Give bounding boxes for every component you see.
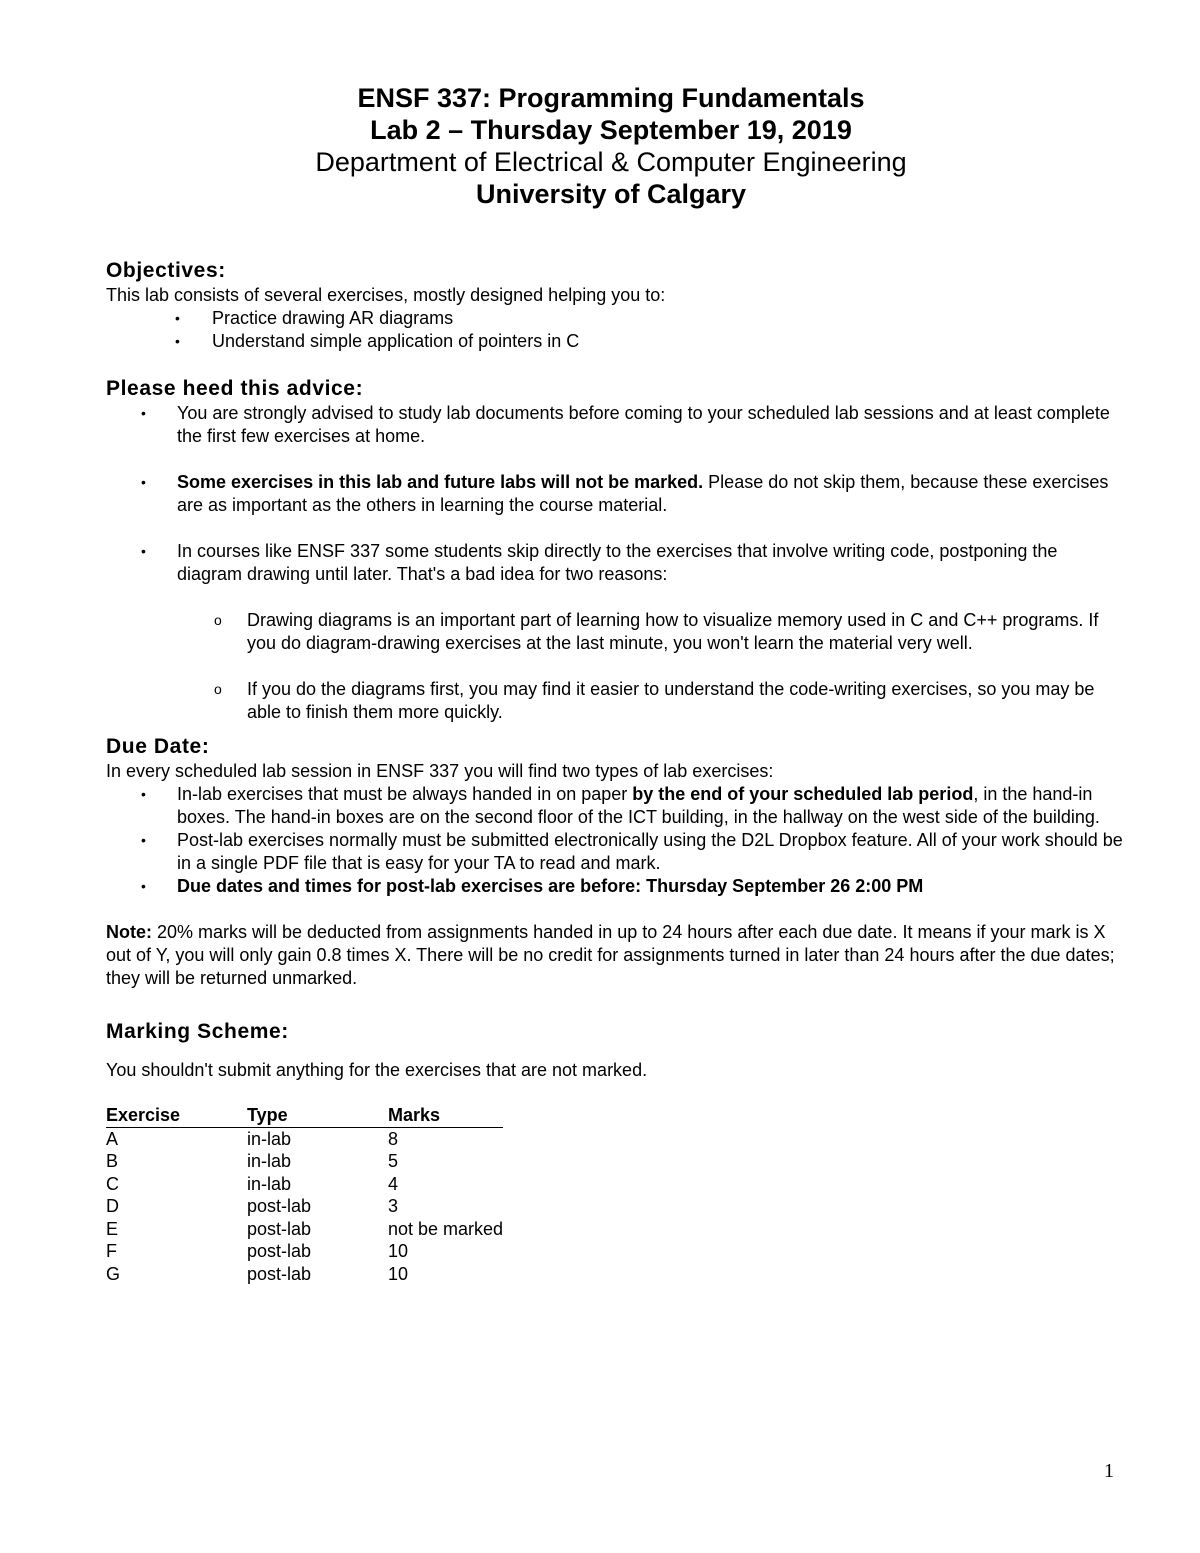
- table-cell: 10: [388, 1241, 409, 1261]
- bullet-icon: •: [175, 310, 180, 326]
- table-cell: G: [106, 1263, 121, 1284]
- table-row: [106, 1127, 503, 1150]
- table-cell: B: [106, 1151, 119, 1171]
- list-item: [106, 540, 1126, 586]
- bullet-icon: •: [141, 786, 146, 802]
- table-cell: in-lab: [247, 1151, 292, 1171]
- sub-list-item: [106, 678, 1126, 724]
- table-row: [106, 1195, 503, 1218]
- marking-heading: Marking Scheme:: [106, 1020, 289, 1043]
- table-cell: not be marked: [388, 1218, 504, 1239]
- objectives-intro: This lab consists of several exercises, mostly designed helping you to:: [106, 285, 666, 305]
- column-header-text: Marks: [388, 1105, 441, 1125]
- sub-list-item: [106, 609, 1126, 655]
- list-item: [106, 402, 1126, 448]
- lab-title: Lab 2 – Thursday September 19, 2019: [370, 115, 852, 145]
- table-cell: A: [106, 1128, 119, 1149]
- note-label: Note:: [106, 922, 152, 942]
- advice-text: In courses like ENSF 337 some students skip directly to the exercises that involve writing code, postponing the diagram drawing until later. That's a bad idea for two reasons:: [177, 541, 1058, 584]
- table-cell: D: [106, 1196, 119, 1216]
- table-cell: post-lab: [247, 1218, 312, 1239]
- column-header: [106, 1104, 247, 1127]
- table-row: [106, 1240, 503, 1263]
- course-title: ENSF 337: Programming Fundamentals: [357, 83, 865, 113]
- objective-text: Understand simple application of pointers in C: [212, 331, 580, 351]
- table-cell: 5: [388, 1151, 399, 1171]
- table-cell: in-lab: [247, 1128, 292, 1149]
- bullet-icon: •: [141, 878, 146, 894]
- table-cell: 3: [388, 1196, 399, 1216]
- advice-heading: Please heed this advice:: [106, 377, 364, 400]
- table-cell: post-lab: [247, 1196, 312, 1216]
- marking-table: [106, 1104, 503, 1285]
- column-header-text: Type: [247, 1105, 288, 1125]
- objectives-section: [106, 258, 1126, 353]
- bullet-icon: •: [141, 405, 146, 421]
- circle-bullet-icon: o: [214, 612, 222, 628]
- circle-bullet-icon: o: [214, 681, 222, 697]
- table-row: [106, 1150, 503, 1173]
- table-header-row: [106, 1104, 503, 1127]
- due-text: Post-lab exercises normally must be submitted electronically using the D2L Dropbox feature. All of your work should be in a single PDF file that is easy for your TA to read and mark.: [177, 830, 1123, 873]
- objective-text: Practice drawing AR diagrams: [212, 308, 454, 328]
- title-block: [0, 82, 1200, 210]
- table-cell: C: [106, 1173, 119, 1194]
- objectives-heading: Objectives:: [106, 259, 226, 282]
- advice-text: You are strongly advised to study lab documents before coming to your scheduled lab sessions and at least complete the first few exercises at home.: [177, 403, 1110, 446]
- list-item: [106, 471, 1126, 517]
- table-cell: in-lab: [247, 1173, 292, 1194]
- page-number: 1: [1104, 1460, 1114, 1482]
- table-cell: 4: [388, 1173, 399, 1194]
- bullet-icon: •: [141, 543, 146, 559]
- late-note: [106, 921, 1126, 990]
- column-header: [388, 1104, 503, 1127]
- list-item: [106, 783, 1126, 829]
- table-cell: 10: [388, 1263, 409, 1284]
- list-item: [106, 307, 1126, 330]
- due-date-heading: Due Date:: [106, 735, 210, 758]
- advice-text: Please do not skip them, because these exercises are as important as the others in learning the course material.: [177, 472, 1109, 515]
- column-header-text: Exercise: [106, 1105, 181, 1125]
- marking-intro: You shouldn't submit anything for the exercises that are not marked.: [106, 1060, 648, 1080]
- table-row: [106, 1173, 503, 1196]
- list-item: [106, 330, 1126, 353]
- list-item: [106, 829, 1126, 875]
- table-row: [106, 1218, 503, 1241]
- table-cell: E: [106, 1218, 119, 1239]
- table-cell: post-lab: [247, 1241, 312, 1261]
- column-header: [247, 1104, 388, 1127]
- due-date-section: [106, 734, 1126, 990]
- note-text: 20% marks will be deducted from assignments handed in up to 24 hours after each due date. It means if your mark is X out of Y, you will only gain 0.8 times X. There will be no credit for assignments turned in later than 24 hours after the due dates; they will be returned unmarked.: [106, 922, 1115, 988]
- advice-bold-text: Some exercises in this lab and future labs will not be marked.: [177, 472, 704, 492]
- university-title: University of Calgary: [475, 179, 747, 209]
- document-body: [106, 258, 1126, 1285]
- table-cell: 8: [388, 1128, 399, 1149]
- sub-advice-text: If you do the diagrams first, you may find it easier to understand the code-writing exercises, so you may be able to finish them more quickly.: [247, 679, 1095, 722]
- due-text: In-lab exercises that must be always handed in on paper: [177, 784, 633, 804]
- due-deadline-text: Due dates and times for post-lab exercises are before: Thursday September 26 2:00 PM: [177, 876, 924, 896]
- table-cell: post-lab: [247, 1263, 312, 1284]
- due-text: , in the hand-in boxes. The hand-in boxes are on the second floor of the ICT building, in the hallway on the west side of the building.: [177, 784, 1100, 827]
- due-bold-text: by the end of your scheduled lab period: [632, 784, 974, 804]
- sub-advice-text: Drawing diagrams is an important part of learning how to visualize memory used in C and C++ programs. If you do diagram-drawing exercises at the last minute, you won't learn the material very well.: [247, 610, 1099, 653]
- bullet-icon: •: [175, 333, 180, 349]
- department-title: Department of Electrical & Computer Engineering: [315, 147, 907, 177]
- marking-section: [106, 1019, 1126, 1285]
- bullet-icon: •: [141, 832, 146, 848]
- list-item: [106, 875, 1126, 898]
- advice-section: [106, 376, 1126, 724]
- bullet-icon: •: [141, 474, 146, 490]
- table-row: [106, 1263, 503, 1286]
- table-cell: F: [106, 1241, 117, 1261]
- due-date-intro: In every scheduled lab session in ENSF 337 you will find two types of lab exercises:: [106, 761, 774, 781]
